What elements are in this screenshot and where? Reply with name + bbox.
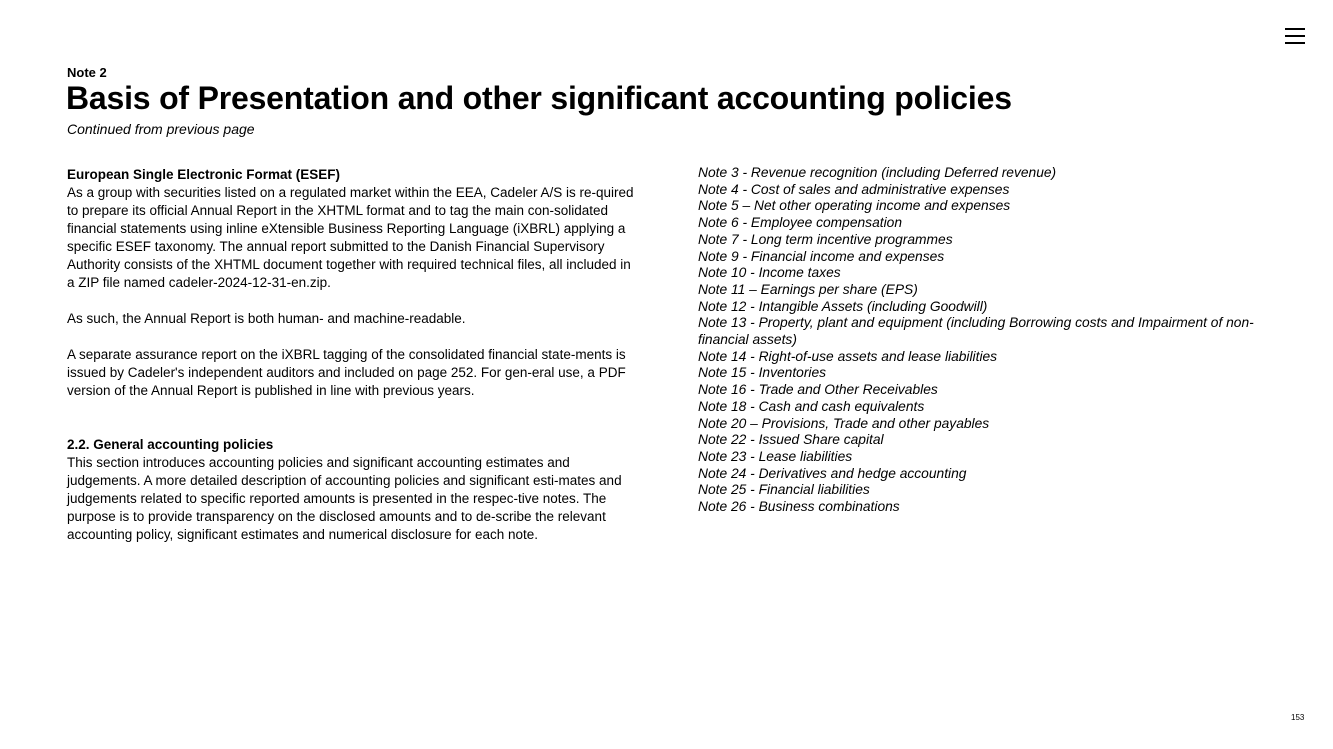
note-list-item: Note 4 - Cost of sales and administrative expenses — [698, 181, 1010, 197]
menu-bar-bottom — [1285, 42, 1305, 44]
note-list-item: Note 11 – Earnings per share (EPS) — [698, 281, 918, 297]
esef-paragraph-2: As such, the Annual Report is both human- and machine-readable. — [67, 311, 466, 326]
left-column — [67, 166, 637, 544]
note-list-item: Note 3 - Revenue recognition (including Deferred revenue) — [698, 165, 1057, 180]
note-list-item: Note 13 - Property, plant and equipment (including Borrowing costs and Impairment of non- financial assets) — [698, 315, 1254, 348]
esef-heading: European Single Electronic Format (ESEF) — [67, 167, 341, 182]
note-label: Note 2 — [67, 65, 107, 80]
notes-list — [698, 165, 1268, 516]
note-list-item: Note 12 - Intangible Assets (including Goodwill) — [698, 298, 988, 314]
page-number: 153 — [1291, 713, 1305, 722]
note-list-item: Note 23 - Lease liabilities — [698, 448, 853, 464]
general-policies-paragraph: This section introduces accounting policies and significant accounting estimates and judgements. A more detailed description of accounting policies and significant esti-mates and judgements related to specific reported amounts is presented in the respec-tive notes. The purpose is to provide transparency on the disclosed amounts and to de-scribe the relevant accounting policy, significant estimates and numerical disclosure for each note. — [67, 455, 622, 542]
note-list-item: Note 26 - Business combinations — [698, 499, 900, 515]
note-list-item: Note 15 - Inventories — [698, 365, 827, 381]
general-policies-heading: 2.2. General accounting policies — [67, 437, 274, 452]
esef-paragraph-1: As a group with securities listed on a regulated market within the EEA, Cadeler A/S is re-quired to prepare its official Annual Report in the XHTML format and to tag the main con-solidated financial statements using inline eXtensible Business Reporting Language (iXBRL) applying a specific ESEF taxonomy. The annual report submitted to the Danish Financial Supervisory Authority consists of the XHTML document together with required technical files, all included in a ZIP file named cadeler-2024-12-31-en.zip. — [67, 185, 634, 290]
note-list-item: Note 24 - Derivatives and hedge accounting — [698, 465, 967, 481]
note-list-item: Note 6 - Employee compensation — [698, 215, 902, 231]
menu-bar-top — [1285, 28, 1305, 30]
hamburger-menu-icon[interactable] — [1285, 26, 1307, 46]
note-list-item: Note 10 - Income taxes — [698, 265, 841, 281]
page-title: Basis of Presentation and other significant accounting policies — [66, 80, 1012, 116]
menu-bar-middle — [1285, 35, 1305, 37]
note-list-item: Note 7 - Long term incentive programmes — [698, 231, 953, 247]
note-list-item: Note 16 - Trade and Other Receivables — [698, 382, 938, 398]
note-list-item: Note 18 - Cash and cash equivalents — [698, 398, 925, 414]
esef-paragraph-3: A separate assurance report on the iXBRL tagging of the consolidated financial state-ments is issued by Cadeler's independent auditors and included on page 252. For gen-eral use, a PDF version of the Annual Report is published in line with previous years. — [67, 347, 626, 398]
note-list-item: Note 9 - Financial income and expenses — [698, 248, 945, 264]
page-subtitle: Continued from previous page — [67, 121, 255, 137]
note-list-item: Note 5 – Net other operating income and expenses — [698, 198, 1011, 214]
note-list-item: Note 20 – Provisions, Trade and other payables — [698, 415, 990, 431]
note-list-item: Note 14 - Right-of-use assets and lease liabilities — [698, 348, 998, 364]
note-list-item: Note 25 - Financial liabilities — [698, 482, 870, 498]
note-list-item: Note 22 - Issued Share capital — [698, 432, 884, 448]
